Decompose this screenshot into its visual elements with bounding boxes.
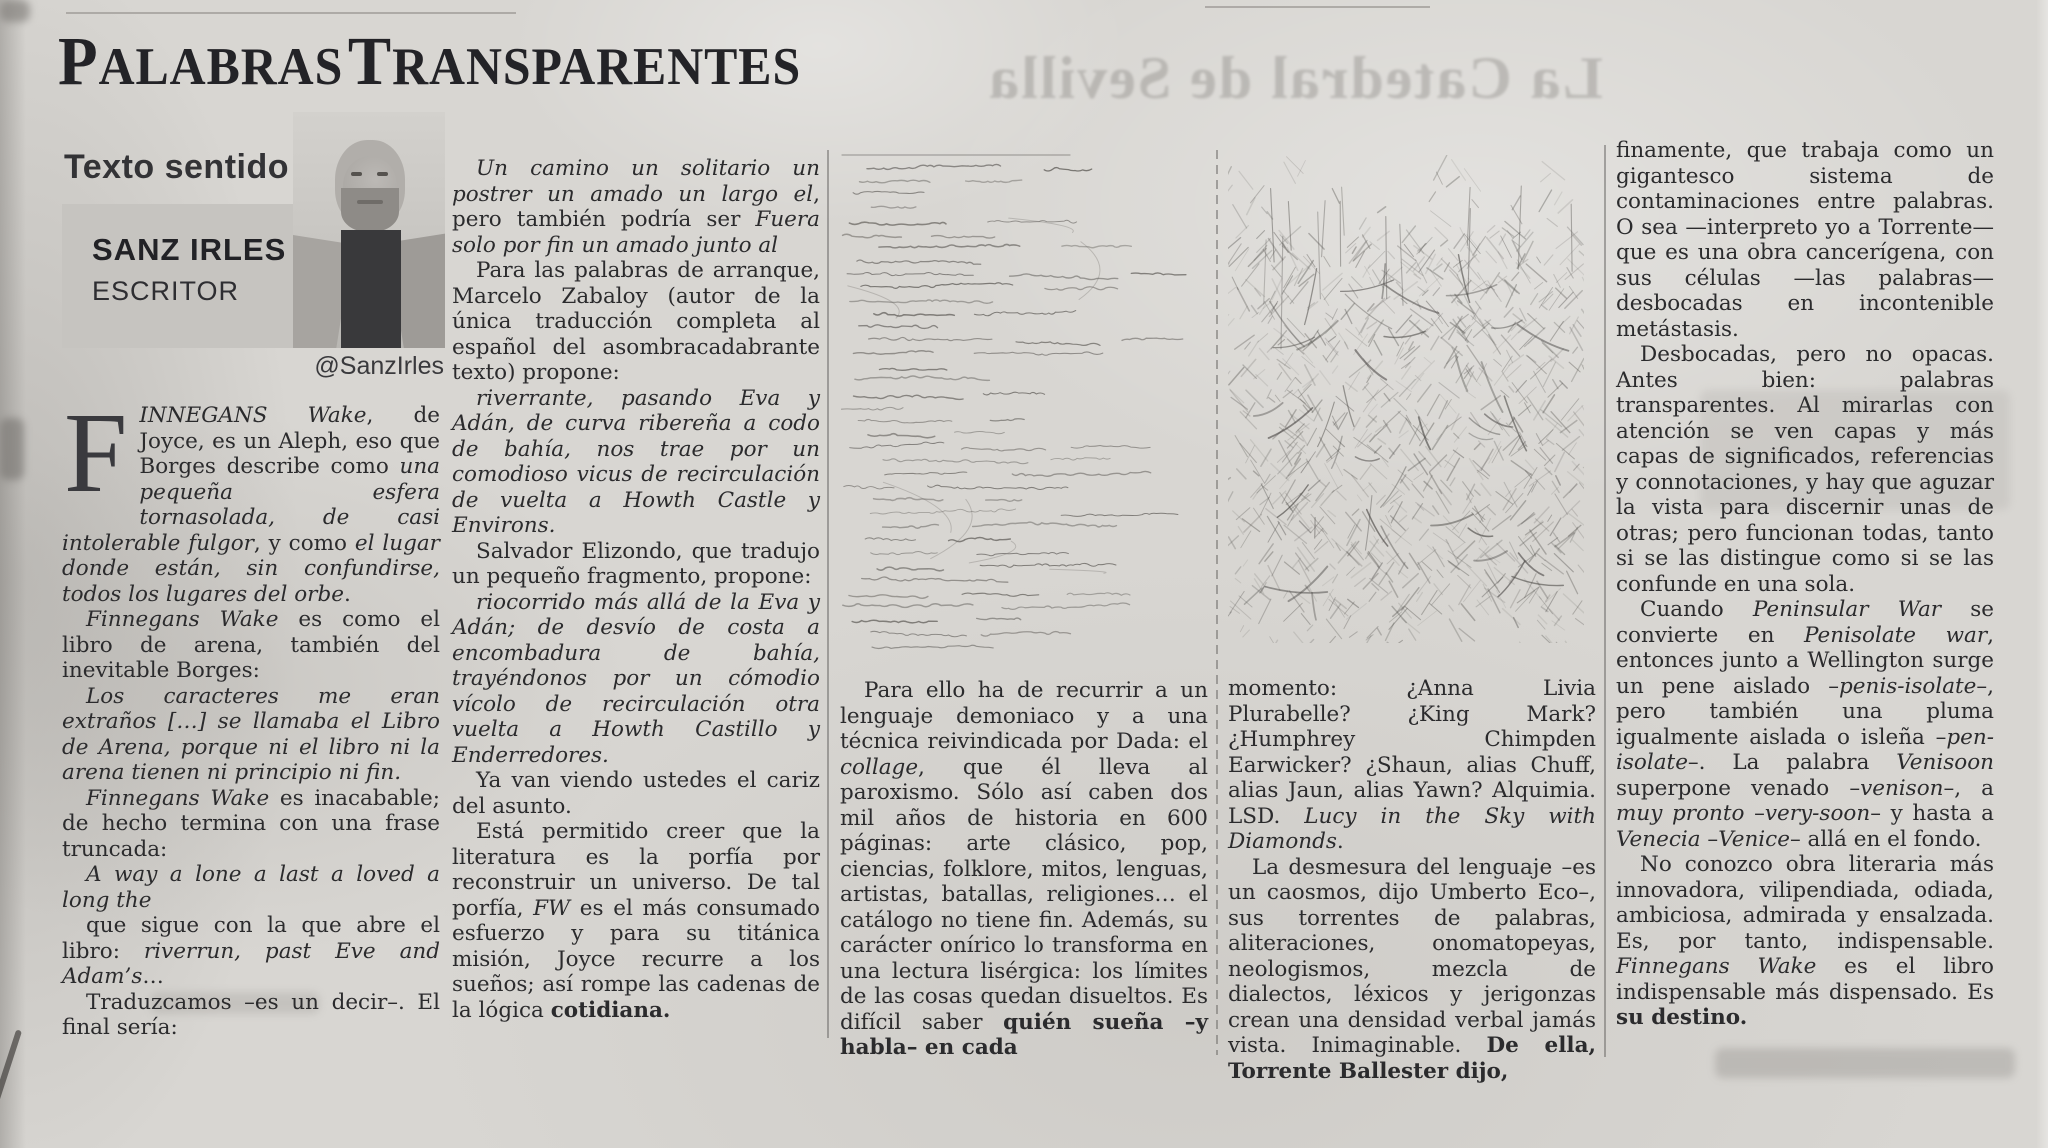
article-column-2 bbox=[452, 156, 820, 1023]
author-name: SANZ IRLES bbox=[92, 232, 287, 267]
article-column-1 bbox=[62, 389, 440, 1041]
photo-mouth bbox=[357, 200, 383, 204]
manuscript-figure bbox=[840, 148, 1208, 664]
paragraph: Traduzcamos –es un decir–. El final sería: bbox=[62, 989, 440, 1040]
column-rule bbox=[1604, 145, 1606, 1057]
photo-eye bbox=[377, 172, 388, 176]
paragraph: momento: ¿Anna Livia Plurabelle? ¿King Mark? ¿Humphrey Chimpden Earwicker? ¿Shaun, alias Chuff, alias Jaun, alias Yawn? Alquimia. LSD. Lucy in the Sky with Diamonds. bbox=[1228, 676, 1596, 854]
page-title: PALABRAS TRANSPARENTES bbox=[58, 23, 802, 99]
paragraph: Para las palabras de arranque, Marcelo Zabaloy (autor de la única traducción completa al español del asombracadabrante texto) propone: bbox=[452, 258, 820, 385]
photo-beard bbox=[341, 188, 399, 232]
sketch-figure bbox=[1228, 155, 1584, 643]
scan-smudge bbox=[0, 418, 24, 480]
paragraph: que sigue con la que abre el libro: riverrun, past Eve and Adam’s… bbox=[62, 913, 440, 989]
showthrough-headline: La Catedral de Sevilla bbox=[987, 45, 1603, 111]
paragraph: Los caracteres me eran extraños […] se llamaba el Libro de Arena, porque ni el libro ni la arena tienen ni principio ni fin. bbox=[62, 683, 440, 785]
paragraph: riocorrido más allá de la Eva y Adán; de desvío de costa a encombadura de bahía, trayéndonos por un cómodio vícolo de recirculación otra vuelta a Howth Castillo y Enderredores. bbox=[452, 589, 820, 768]
paragraph: Desbocadas, pero no opacas. Antes bien: palabras transparentes. Al mirarlas con atención se ven capas y más capas de significados, referencias y connotaciones, y hay que aguzar la vista para discernir unas de otras; pero funcionan todas, tanto si se las distingue como si se las confunde en una sola. bbox=[1616, 342, 1994, 597]
drop-cap: F bbox=[64, 389, 128, 516]
paragraph: riverrante, pasando Eva y Adán, de curva ribereña a codo de bahía, nos trae por un comodioso vicus de recirculación de vuelta a Howth Castle y Environs. bbox=[452, 385, 820, 538]
article-column-3 bbox=[840, 678, 1208, 1061]
photo-eye bbox=[351, 172, 362, 176]
column-rule bbox=[1216, 150, 1218, 1055]
author-twitter-handle: @SanzIrles bbox=[314, 352, 444, 380]
scan-edge-shadow bbox=[0, 0, 26, 1148]
paragraph: Salvador Elizondo, que tradujo un pequeño fragmento, propone: bbox=[452, 538, 820, 589]
paragraph: Ya van viendo ustedes el cariz del asunto. bbox=[452, 768, 820, 819]
section-kicker: Texto sentido bbox=[64, 148, 289, 186]
paragraph: Para ello ha de recurrir a un lenguaje demoniaco y a una técnica reivindicada por Dada: el collage, que él lleva al paroxismo. Sólo así caben dos mil años de historia en 600 páginas: arte clásico, pop, ciencias, folklore, mitos, lenguas, artistas, batallas, religiones… el catálogo no tiene fin. Además, su carácter onírico lo transforma en una lectura lisérgica: los límites de las cosas quedan disueltos. Es difícil saber quién sueña –y habla– en cada bbox=[840, 678, 1208, 1060]
paragraph: finamente, que trabaja como un gigantesco sistema de contaminaciones entre palabras. O sea —interpreto yo a Torrente— que es una obra cancerígena, con sus células —las palabras—desbocadas en incontenible metástasis. bbox=[1616, 138, 1994, 342]
scan-edge-highlight bbox=[2036, 0, 2048, 1148]
paragraph: Está permitido creer que la literatura es la porfía por reconstruir un universo. De tal porfía, FW es el más consumado esfuerzo y para su titánica misión, Joyce recurre a los sueños; así rompe las cadenas de la lógica cotidiana. bbox=[452, 819, 820, 1023]
paragraph: La desmesura del lenguaje –es un caosmos, dijo Umberto Eco–, sus torrentes de palabras, aliteraciones, onomatopeyas, neologismos, mezcla de dialectos, léxicos y jerigonzas crean una densidad verbal jamás vista. Inimaginable. De ella, Torrente Ballester dijo, bbox=[1228, 854, 1596, 1084]
author-photo bbox=[293, 112, 445, 348]
paragraph: No conozco obra literaria más innovadora, vilipendiada, odiada, ambiciosa, admirada y ensalzada. Es, por tanto, indispensable. Finnegans Wake es el libro indispensable más dispensado. Es su destino. bbox=[1616, 852, 1994, 1030]
photo-shirt bbox=[341, 230, 401, 348]
author-role: ESCRITOR bbox=[92, 276, 240, 306]
top-rule bbox=[1205, 6, 1430, 8]
paragraph: Finnegans Wake es inacabable; de hecho termina con una frase truncada: bbox=[62, 785, 440, 862]
paragraph: Cuando Peninsular War se convierte en Penisolate war, entonces junto a Wellington surge un pene aislado –penis-isolate–, pero también una pluma igualmente aislada o isleña –pen-isolate–. La palabra Venisoon superpone venado –venison–, a muy pronto –very-soon– y hasta a Venecia –Venice– allá en el fondo. bbox=[1616, 597, 1994, 852]
scan-smudge bbox=[0, 0, 30, 22]
paragraph: Un camino un solitario un postrer un amado un largo el, pero también podría ser Fuera solo por fin un amado junto al bbox=[452, 156, 820, 258]
showthrough-smudge bbox=[1715, 1048, 2015, 1078]
paragraph: A way a lone a last a loved a long the bbox=[62, 862, 440, 913]
column-rule bbox=[827, 150, 829, 1038]
article-column-4 bbox=[1228, 676, 1596, 1084]
article-column-5 bbox=[1616, 138, 1994, 1031]
paragraph: Finnegans Wake es como el libro de arena, también del inevitable Borges: bbox=[62, 607, 440, 683]
top-rule bbox=[66, 12, 516, 14]
paragraph: FINNEGANS Wake, de Joyce, es un Aleph, eso que Borges describe como una pequeña esfera tornasolada, de casi intolerable fulgor, y como el lugar donde están, sin confundirse, todos los lugares del orbe. bbox=[62, 389, 440, 607]
